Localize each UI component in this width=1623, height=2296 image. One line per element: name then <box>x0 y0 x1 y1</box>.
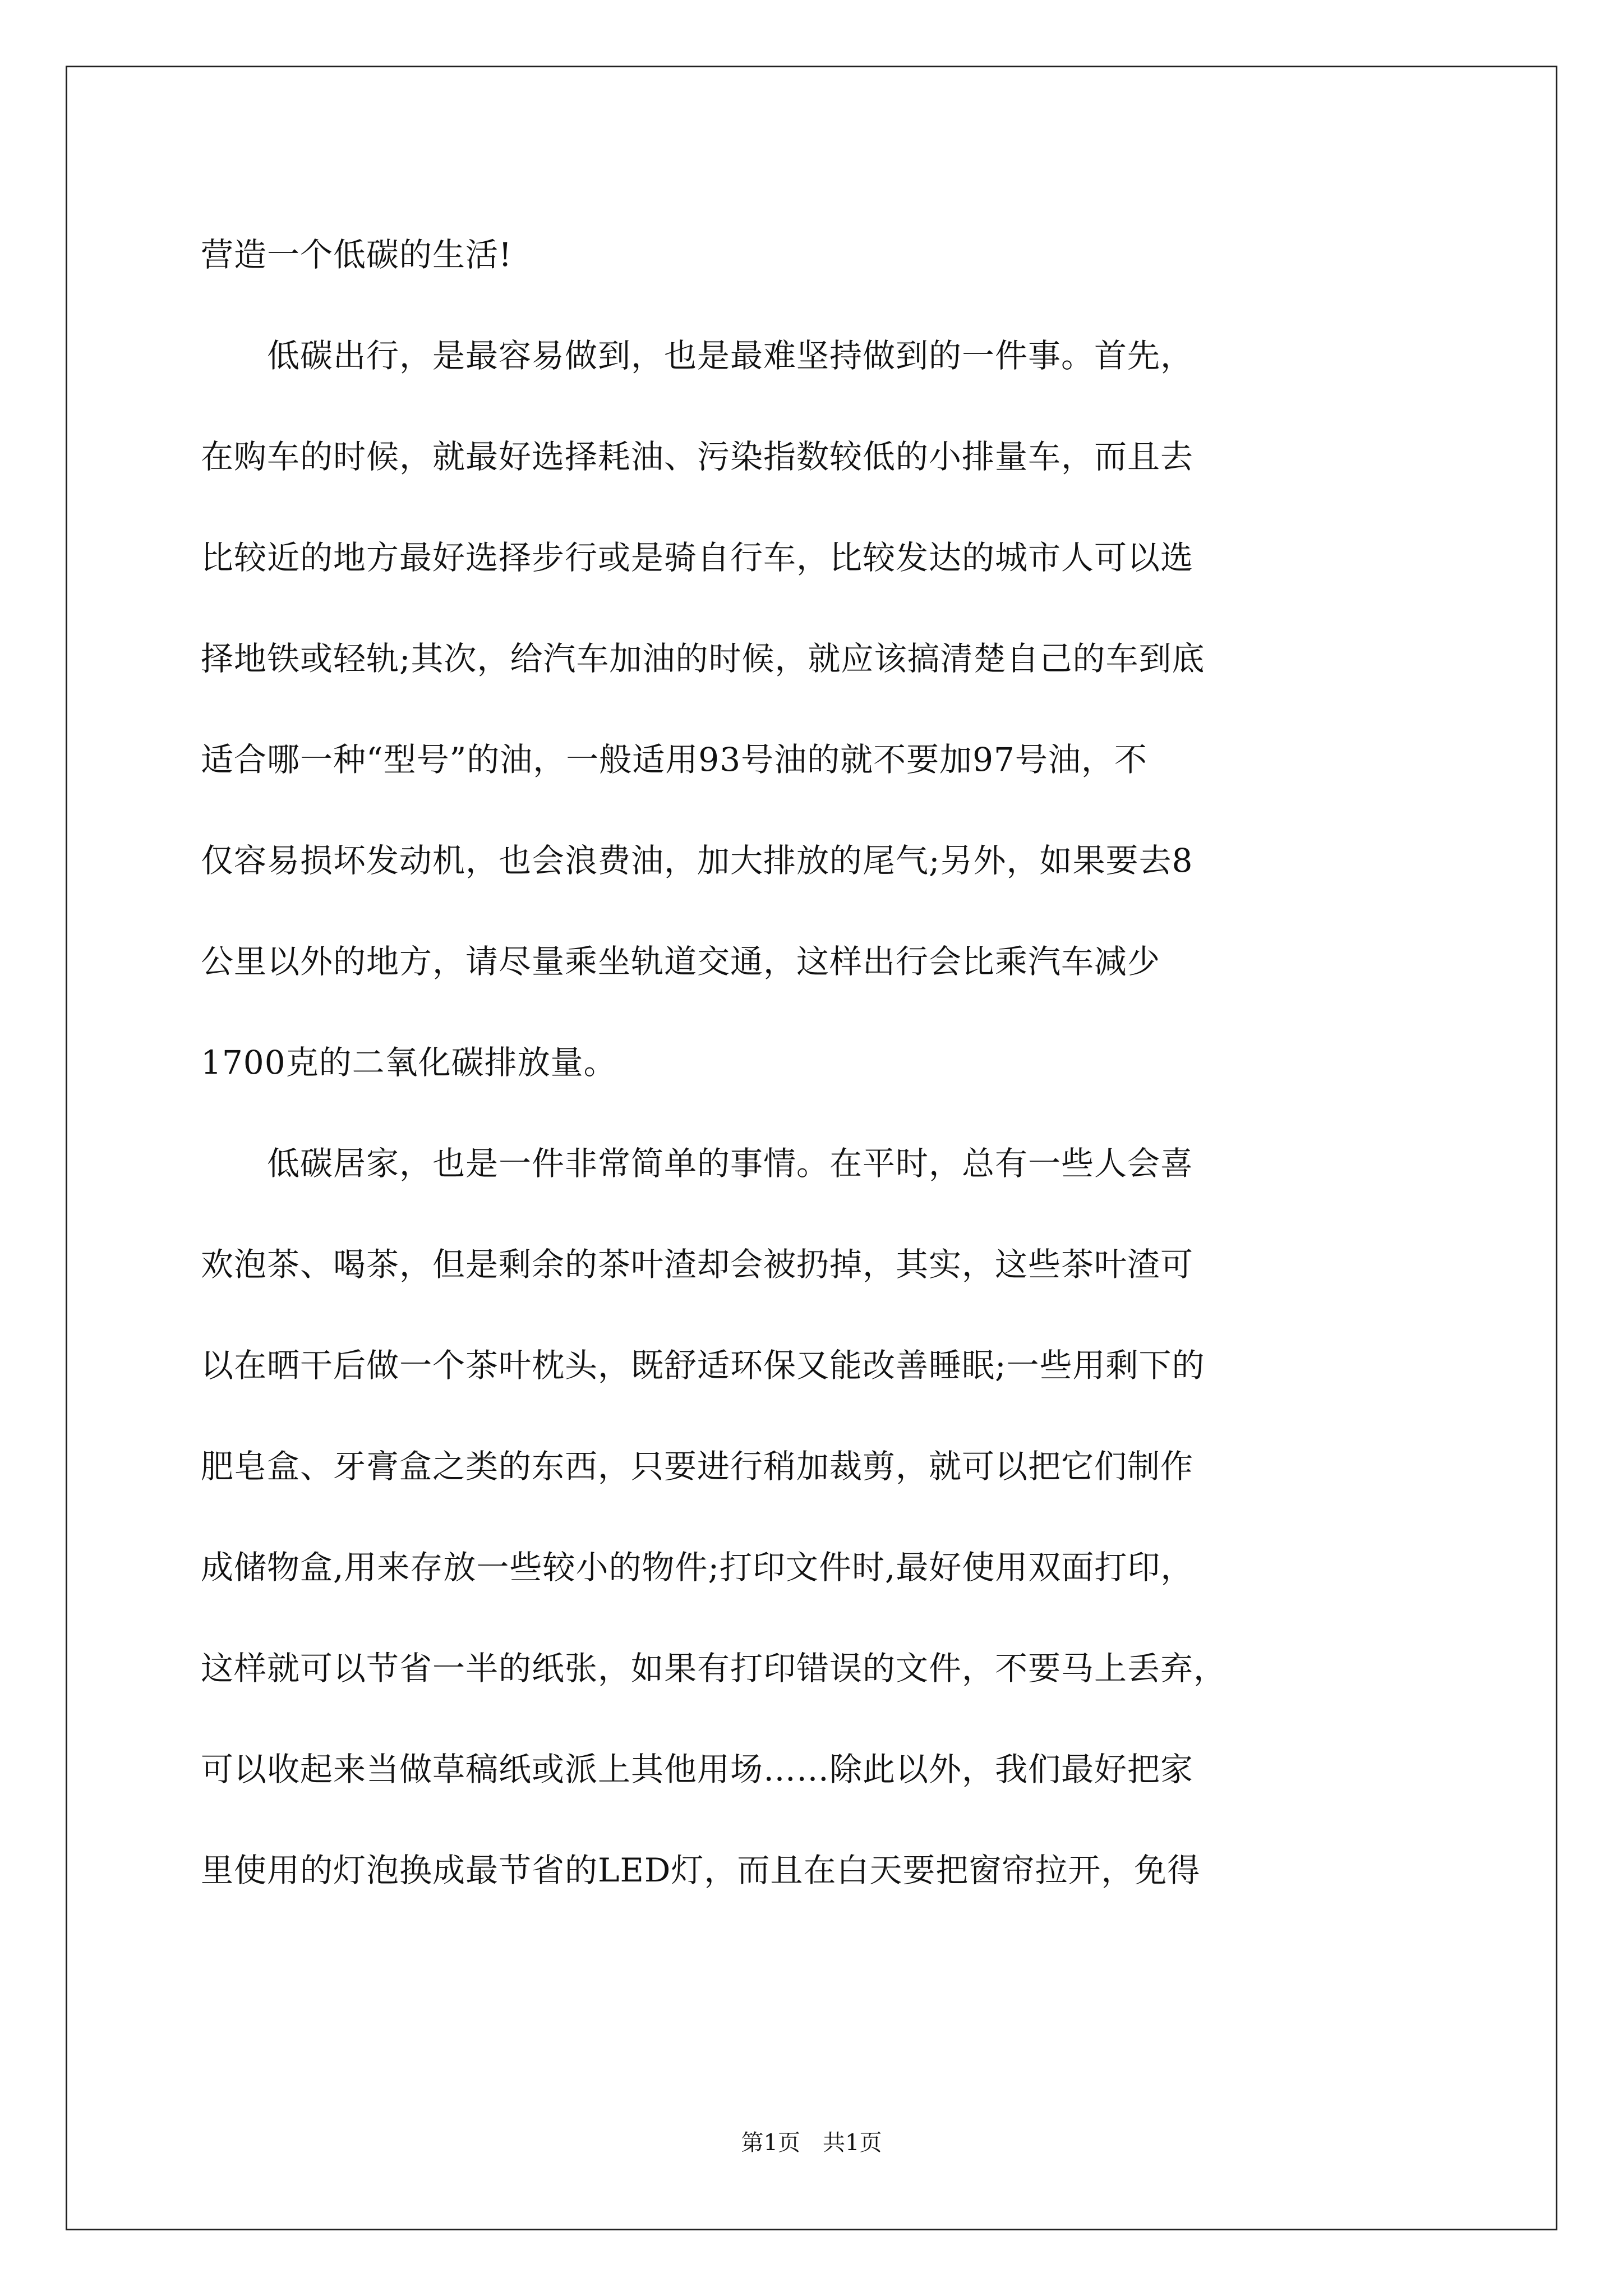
text-line: 以在晒干后做一个茶叶枕头，既舒适环保又能改善睡眠;一些用剩下的 <box>201 1346 1205 1384</box>
text-line: 适合哪一种“型号”的油，一般适用93号油的就不要加97号油，不 <box>201 740 1147 779</box>
text-line: 低碳居家，也是一件非常简单的事情。在平时，总有一些人会喜 <box>201 1144 1194 1182</box>
page-footer: 第1页 共1页 <box>741 2130 882 2156</box>
text-line: 在购车的时候，就最好选择耗油、污染指数较低的小排量车，而且去 <box>201 438 1194 476</box>
text-line: 仅容易损坏发动机，也会浪费油，加大排放的尾气;另外，如果要去8 <box>201 841 1193 880</box>
text-line: 肥皂盒、牙膏盒之类的东西，只要进行稍加裁剪，就可以把它们制作 <box>201 1447 1194 1485</box>
text-line: 可以收起来当做草稿纸或派上其他用场……除此以外，我们最好把家 <box>201 1750 1194 1788</box>
text-line: 择地铁或轻轨;其次，给汽车加油的时候，就应该搞清楚自己的车到底 <box>201 639 1205 678</box>
text-line: 低碳出行，是最容易做到，也是最难坚持做到的一件事。首先， <box>201 337 1194 375</box>
text-line: 比较近的地方最好选择步行或是骑自行车，比较发达的城市人可以选 <box>201 539 1194 577</box>
text-line: 里使用的灯泡换成最节省的LED灯，而且在白天要把窗帘拉开，免得 <box>201 1851 1201 1889</box>
text-line: 营造一个低碳的生活! <box>201 236 513 274</box>
text-line: 这样就可以节省一半的纸张，如果有打印错误的文件，不要马上丢弃， <box>201 1649 1227 1687</box>
text-line: 成储物盒,用来存放一些较小的物件;打印文件时,最好使用双面打印， <box>201 1548 1194 1586</box>
text-line: 公里以外的地方，请尽量乘坐轨道交通，这样出行会比乘汽车减少 <box>201 942 1161 981</box>
text-line: 1700克的二氧化碳排放量。 <box>201 1043 617 1082</box>
text-line: 欢泡茶、喝茶，但是剩余的茶叶渣却会被扔掉，其实，这些茶叶渣可 <box>201 1245 1194 1283</box>
